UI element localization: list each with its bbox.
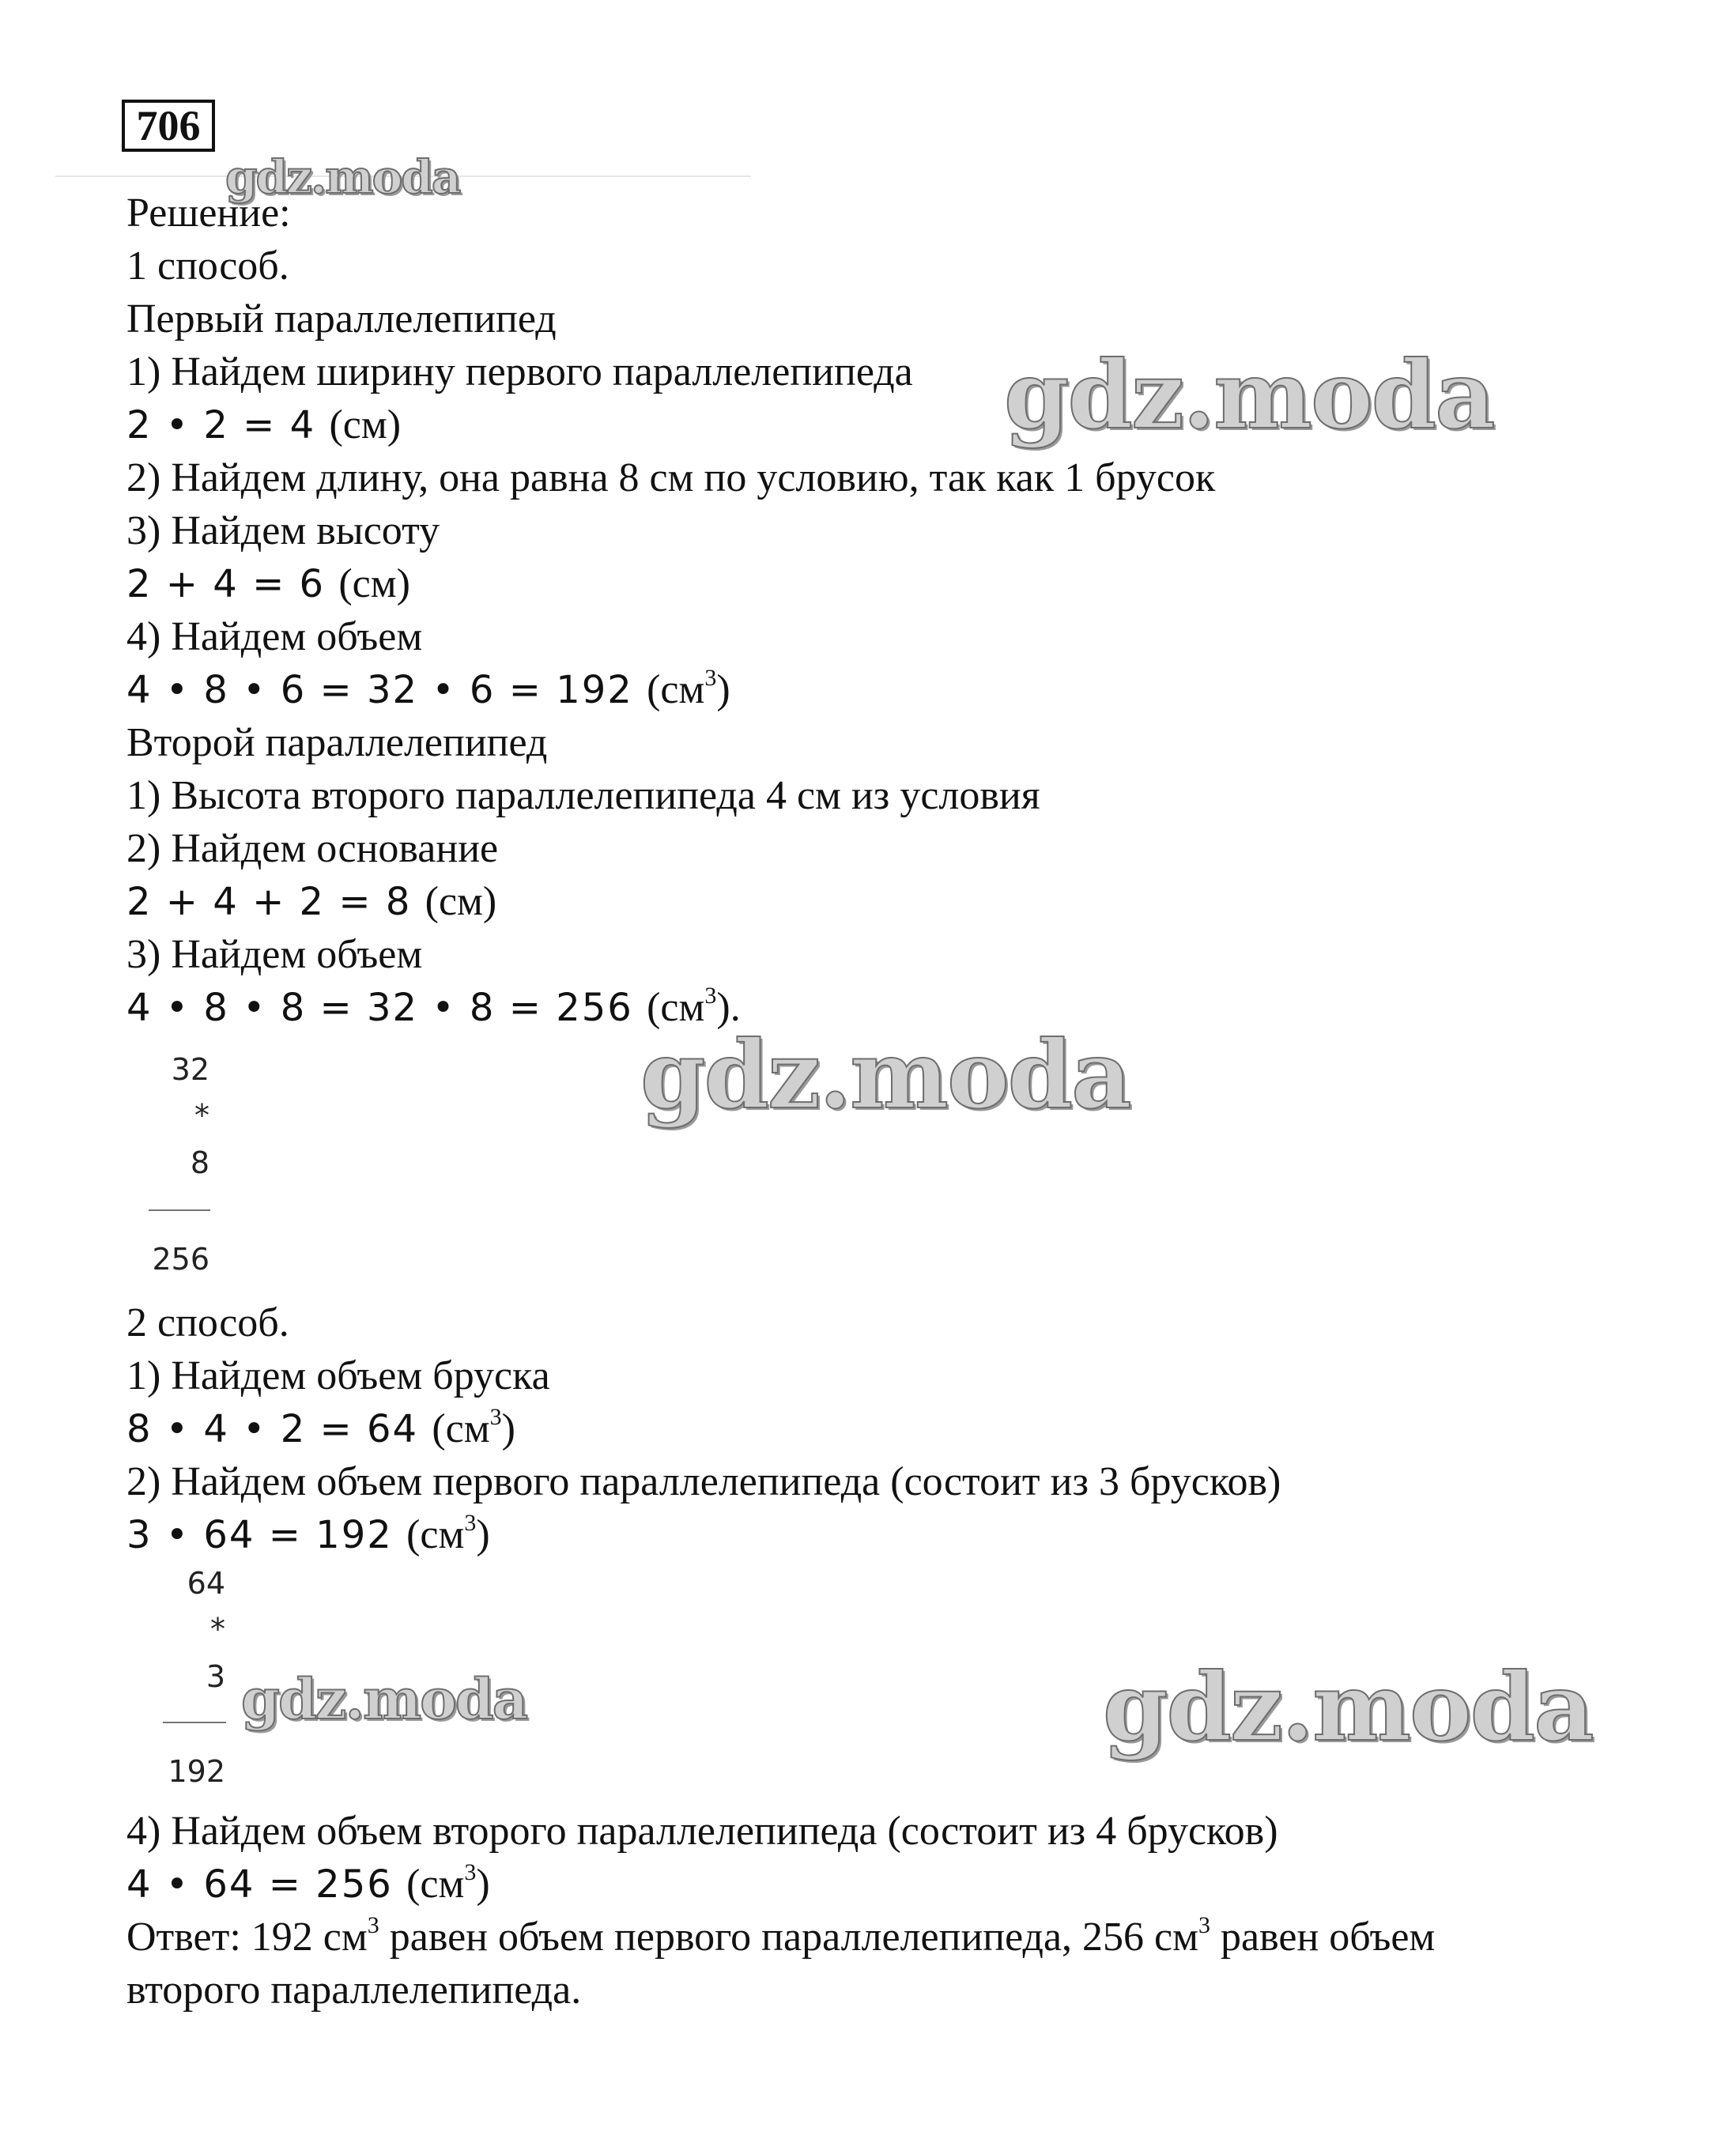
step-text: 1) Найдем объем бруска	[126, 1353, 550, 1398]
method-1-heading: 1 способ.	[126, 243, 289, 289]
first-parallelepiped-heading: Первый параллелепипед	[126, 296, 557, 341]
step-text: 4) Найдем объем	[126, 614, 423, 659]
method-2-heading: 2 способ.	[126, 1300, 289, 1345]
column-operand: 3	[206, 1659, 225, 1694]
second-parallelepiped-heading: Второй параллелепипед	[126, 720, 548, 765]
equation-unit: $(см^3)$	[647, 664, 730, 712]
watermark: gdz.moda	[1004, 340, 1494, 450]
column-operator: *	[194, 1098, 209, 1133]
equation-expression: 2 + 4 + 2 = 8	[126, 880, 412, 924]
equation-expression: 8 • 4 • 2 = 64	[126, 1407, 419, 1451]
column-operand: 32	[171, 1052, 209, 1087]
equation-expression: 4 • 64 = 256	[126, 1862, 393, 1907]
equation-unit: $(см^3)$.	[647, 982, 741, 1030]
watermark: gdz.moda	[225, 150, 460, 204]
equation-expression: 2 • 2 = 4	[126, 403, 316, 447]
watermark: gdz.moda	[640, 1020, 1130, 1130]
column-result: 192	[168, 1754, 225, 1789]
column-operand: 8	[190, 1145, 209, 1180]
column-divider	[163, 1722, 226, 1723]
watermark: gdz.moda	[1103, 1652, 1593, 1762]
column-operand: 64	[187, 1566, 225, 1601]
equation	[126, 1859, 490, 1910]
equation	[126, 665, 730, 715]
equation-expression: 4 • 8 • 8 = 32 • 8 = 256	[126, 986, 633, 1030]
equation-unit: (см)	[338, 561, 410, 606]
answer-line-continued: второго параллелепипеда.	[126, 1968, 582, 2013]
column-operator: *	[210, 1612, 225, 1647]
solution-heading: Решение:	[126, 191, 291, 236]
equation	[126, 1404, 515, 1454]
step-text: 2) Найдем основание	[126, 826, 499, 871]
equation	[126, 983, 741, 1033]
equation-unit: $(см^3)$	[406, 1858, 490, 1907]
equation-unit: $(см^3)$	[432, 1403, 515, 1451]
step-text: 3) Найдем высоту	[126, 508, 440, 553]
step-text: 2) Найдем длину, она равна 8 см по условию, так как 1 брусок	[126, 455, 1216, 500]
equation	[126, 400, 401, 451]
equation	[126, 877, 496, 927]
equation-unit: (см)	[329, 402, 402, 447]
equation-unit: $(см^3)$	[406, 1509, 490, 1557]
equation	[126, 1510, 490, 1560]
equation	[126, 559, 410, 609]
equation-unit: (см)	[425, 879, 497, 924]
watermark: gdz.moda	[241, 1666, 527, 1732]
problem-number: 706	[122, 100, 215, 152]
equation-expression: 3 • 64 = 192	[126, 1513, 393, 1557]
column-result: 256	[152, 1242, 209, 1277]
step-text: 1) Найдем ширину первого параллелепипеда	[126, 349, 913, 394]
step-text: 3) Найдем объем	[126, 932, 423, 977]
step-text: 1) Высота второго параллелепипеда 4 см из условия	[126, 773, 1040, 818]
step-text: 2) Найдем объем первого параллелепипеда (состоит из 3 брусков)	[126, 1459, 1281, 1504]
equation-expression: 2 + 4 = 6	[126, 562, 326, 606]
equation-expression: 4 • 8 • 6 = 32 • 6 = 192	[126, 668, 633, 712]
answer-line: Ответ: 192 $см^3$ равен объем первого параллелепипеда, 256 $см^3$ равен объем	[126, 1911, 1436, 1960]
step-text: 4) Найдем объем второго параллелепипеда (состоит из 4 брусков)	[126, 1809, 1278, 1854]
column-divider	[149, 1209, 210, 1211]
